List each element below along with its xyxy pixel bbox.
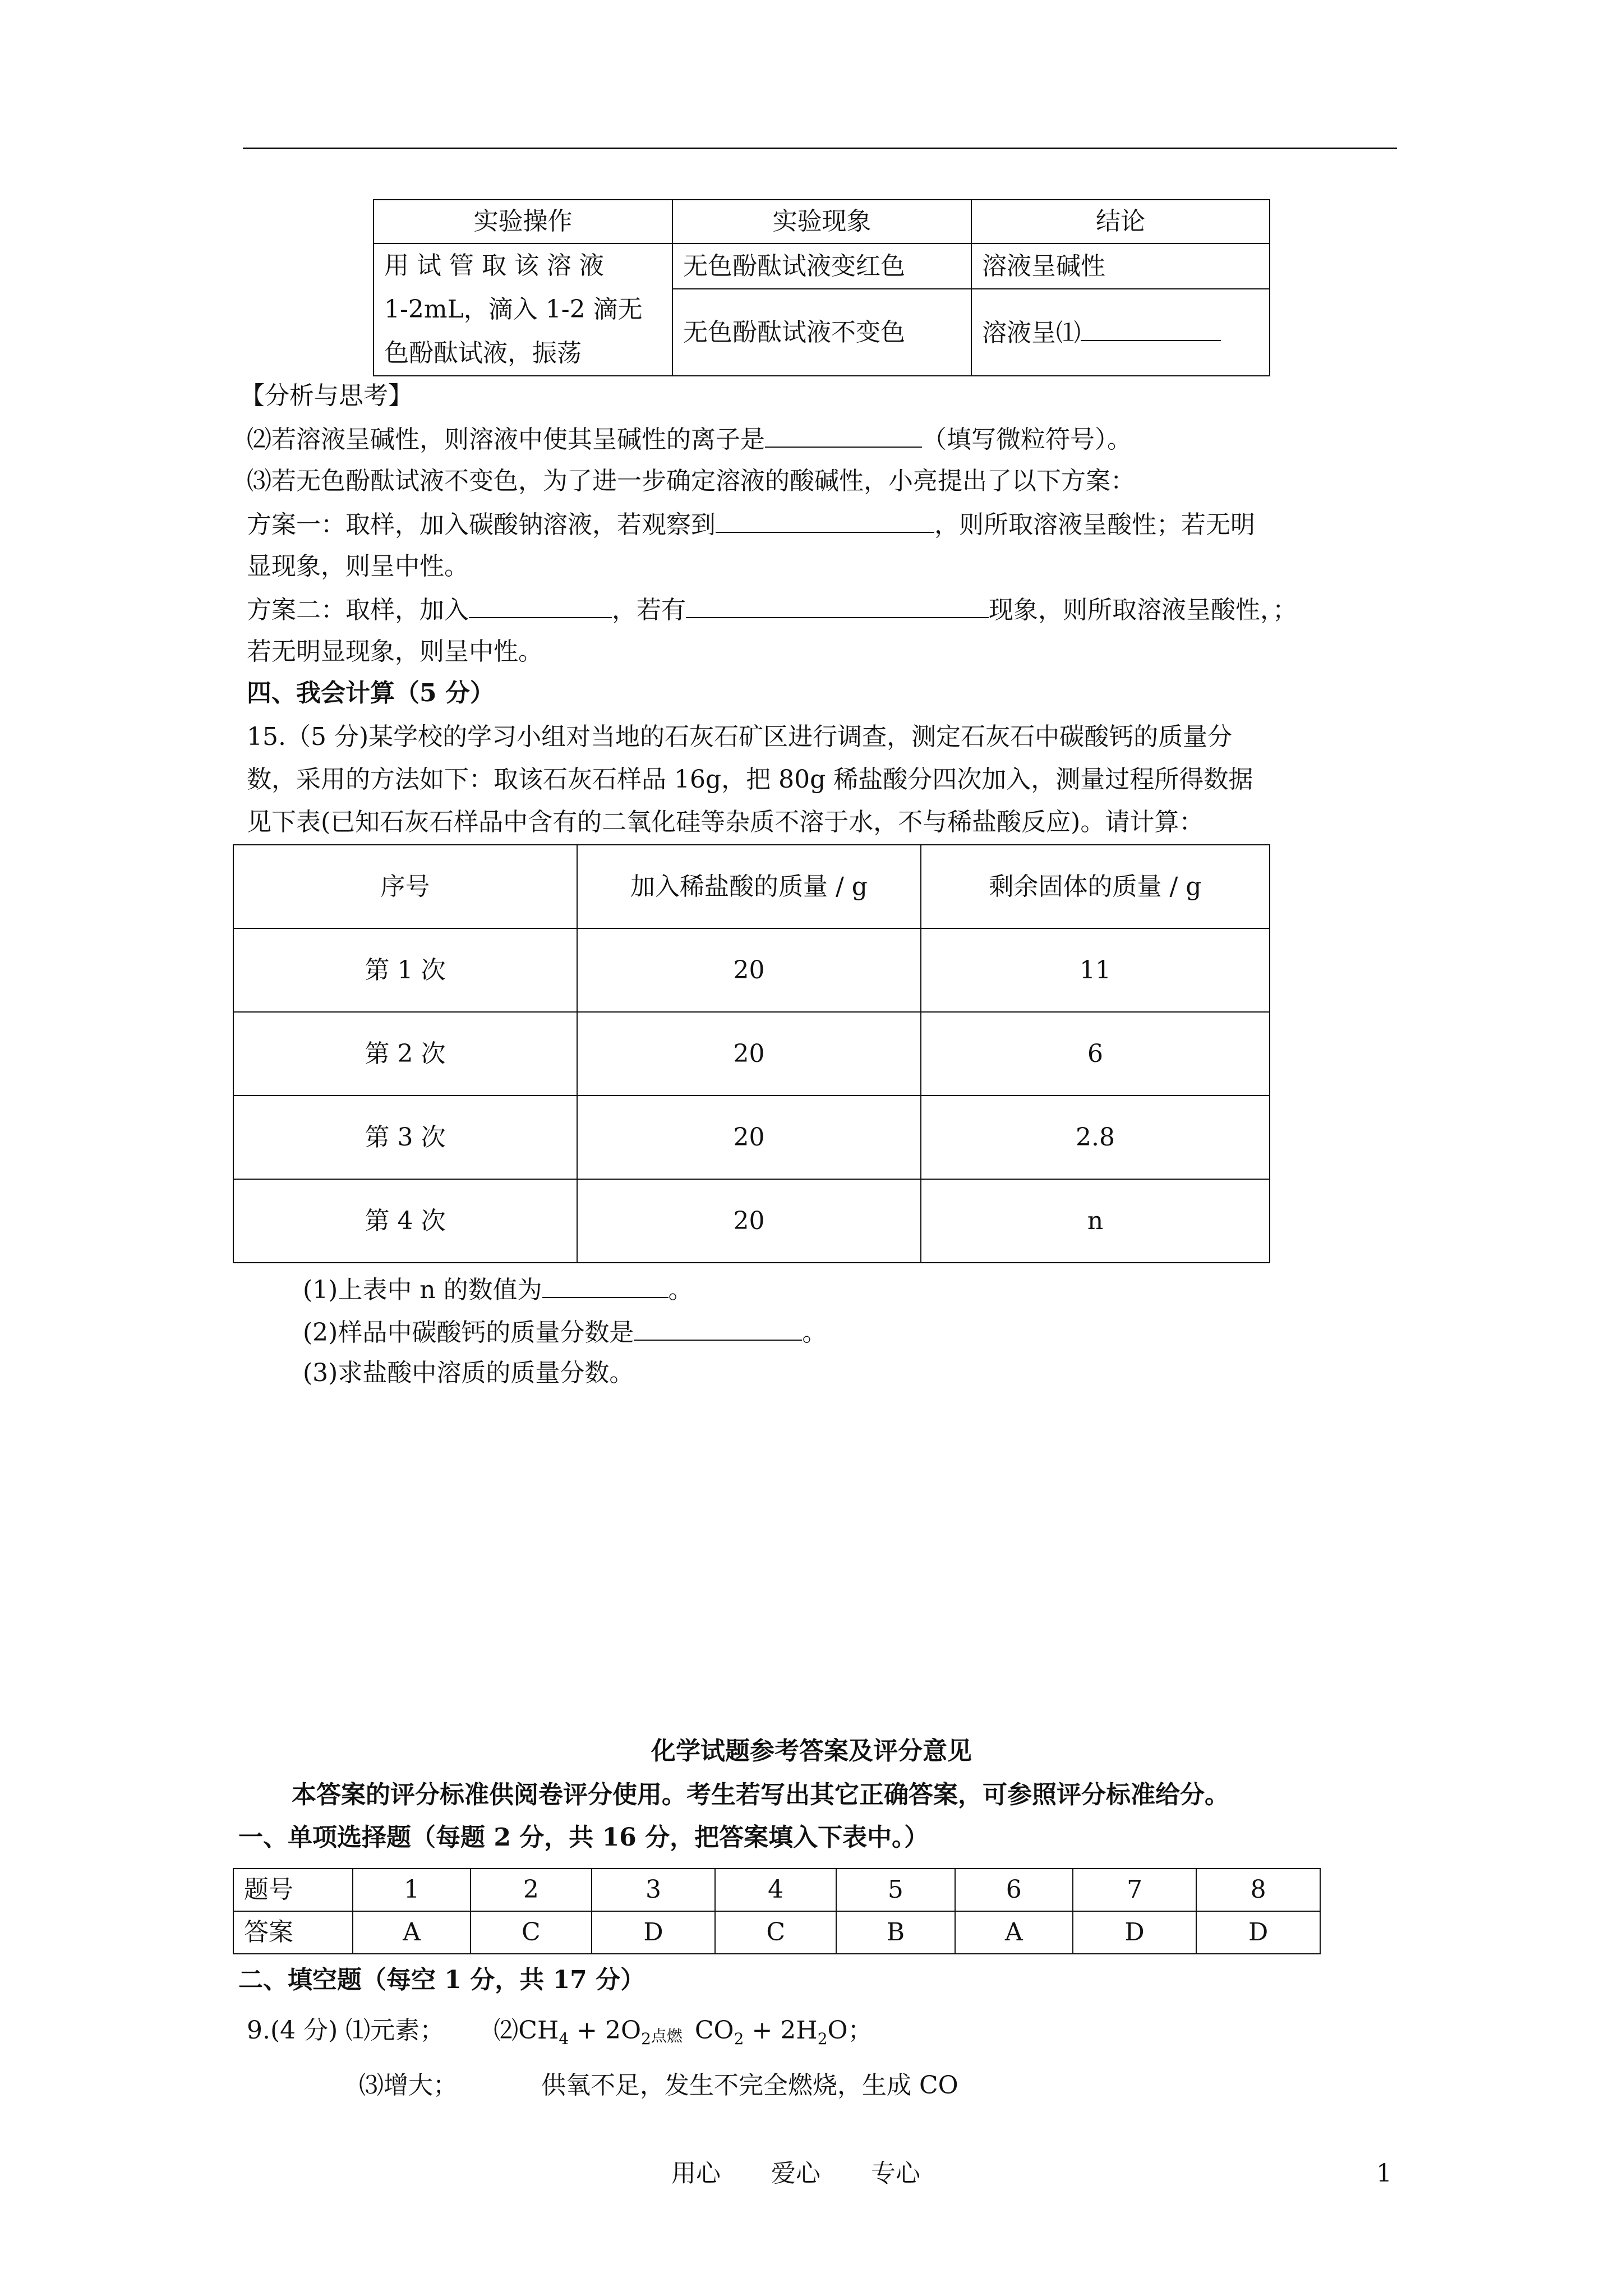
answer-number: 3 — [592, 1869, 716, 1911]
section4-para: 见下表(已知石灰石样品中含有的二氧化硅等杂质不溶于水，不与稀盐酸反应)。请计算： — [247, 808, 1204, 836]
operation-line: 色酚酞试液，振荡 — [384, 339, 582, 367]
equation-part: ⑵CH — [494, 2016, 559, 2045]
phenomenon-red: 无色酚酞试液变红色 — [672, 243, 971, 289]
calc-cell: 第 1 次 — [233, 928, 577, 1012]
section4-para: 15.（5 分)某学校的学习小组对当地的石灰石矿区进行调查，测定石灰石中碳酸钙的质量分 — [247, 723, 1233, 751]
plan2-text-end: 现象，则所取溶液呈酸性，； — [989, 596, 1297, 624]
answer-row-label: 答案 — [233, 1911, 353, 1954]
page-number: 1 — [1376, 2159, 1392, 2188]
calc-header-acid: 加入稀盐酸的质量 / g — [577, 845, 921, 928]
calc-header-solid: 剩余固体的质量 / g — [921, 845, 1270, 928]
calc-question-3: (3)求盐酸中溶质的质量分数。 — [303, 1359, 634, 1387]
plan2-line1 — [247, 592, 1297, 627]
calc-question-1 — [303, 1271, 693, 1307]
plan2-text: 方案二：取样，加入 — [247, 596, 469, 624]
plan1-text: 方案一：取样，加入碳酸钠溶液，若观察到 — [247, 510, 716, 539]
answer-number: 5 — [836, 1869, 955, 1911]
answer-blank-3 — [716, 507, 934, 533]
experiment-table — [373, 199, 1270, 376]
conclusion-blank — [971, 289, 1270, 376]
calc-cell: 2.8 — [921, 1096, 1270, 1179]
answer-blank-4 — [469, 592, 612, 618]
answers-section1: 一、单项选择题（每题 2 分，共 16 分，把答案填入下表中。） — [238, 1823, 929, 1852]
analysis-heading: 【分析与思考】 — [240, 381, 413, 410]
calc-header-index: 序号 — [233, 845, 577, 928]
calc-cell: 第 4 次 — [233, 1179, 577, 1263]
calc-q1-text: (1)上表中 n 的数值为 — [303, 1276, 542, 1304]
answer-number: 1 — [353, 1869, 471, 1911]
plan1-text-end: ，则所取溶液呈酸性；若无明 — [934, 510, 1255, 539]
equation-part: CO — [694, 2016, 734, 2045]
section4-para: 数，采用的方法如下：取该石灰石样品 16g，把 80g 稀盐酸分四次加入，测量过程所得数据 — [247, 765, 1253, 794]
operation-cell — [374, 243, 672, 376]
answer-9-line2b: 供氧不足，发生不完全燃烧，生成 CO — [541, 2071, 958, 2100]
answer-number: 6 — [955, 1869, 1073, 1911]
answer-letter: D — [592, 1911, 716, 1954]
calc-table — [233, 844, 1270, 1263]
conclusion-label: 溶液呈⑴ — [982, 319, 1081, 348]
plan2-text-mid: ，若有 — [612, 596, 686, 624]
calc-cell: 20 — [577, 1179, 921, 1263]
answer-blank-2 — [765, 422, 922, 448]
calc-cell: 20 — [577, 928, 921, 1012]
operation-line: 1-2mL，滴入 1-2 滴无 — [384, 295, 643, 324]
answer-number: 4 — [715, 1869, 836, 1911]
calc-cell: 第 3 次 — [233, 1096, 577, 1179]
footer-word: 专心 — [871, 2159, 920, 2188]
analysis-q3: ⑶若无色酚酞试液不变色，为了进一步确定溶液的酸碱性，小亮提出了以下方案： — [247, 467, 1135, 495]
answer-blank-1 — [1081, 315, 1221, 341]
header-operation: 实验操作 — [374, 200, 672, 243]
answer-key-table — [233, 1868, 1321, 1954]
answer-letter: B — [836, 1911, 955, 1954]
answer-row-label: 题号 — [233, 1869, 353, 1911]
answer-9-prefix: 9.(4 分) ⑴元素； — [247, 2016, 445, 2045]
calc-cell: 第 2 次 — [233, 1012, 577, 1096]
calc-cell: 6 — [921, 1012, 1270, 1096]
equation-part: + 2H — [744, 2016, 818, 2045]
answer-9-line1 — [247, 2014, 873, 2056]
answer-blank-5 — [686, 592, 989, 618]
section4-title: 四、我会计算（5 分） — [247, 679, 495, 707]
answers-section2: 二、填空题（每空 1 分，共 17 分） — [238, 1966, 645, 1994]
equation-subscript: 2 — [817, 2029, 828, 2048]
calc-cell: 20 — [577, 1096, 921, 1179]
answers-title: 化学试题参考答案及评分意见 — [651, 1737, 972, 1765]
ignite-label: 点燃 — [651, 2027, 683, 2045]
answers-note: 本答案的评分标准供阅卷评分使用。考生若写出其它正确答案，可参照评分标准给分。 — [292, 1780, 1229, 1809]
calc-question-2 — [303, 1314, 827, 1350]
calc-cell: n — [921, 1179, 1270, 1263]
answer-letter: C — [715, 1911, 836, 1954]
header-rule — [243, 148, 1397, 149]
analysis-q2 — [247, 422, 1132, 457]
footer-word: 爱心 — [771, 2159, 820, 2188]
answer-letter: D — [1073, 1911, 1197, 1954]
plan1-line1 — [247, 507, 1255, 542]
answer-letter: A — [955, 1911, 1073, 1954]
answer-letter: C — [471, 1911, 592, 1954]
answer-number: 2 — [471, 1869, 592, 1911]
answer-letter: A — [353, 1911, 471, 1954]
answer-number: 7 — [1073, 1869, 1197, 1911]
equation-part: + 2O — [569, 2016, 642, 2045]
plan2-line2: 若无明显现象，则呈中性。 — [247, 637, 543, 666]
answer-9-line2a: ⑶增大； — [359, 2071, 458, 2100]
calc-q2-text: (2)样品中碳酸钙的质量分数是 — [303, 1318, 634, 1347]
calc-q1-end: 。 — [668, 1276, 693, 1304]
plan1-line2: 显现象，则呈中性。 — [247, 552, 469, 581]
equation-part: O； — [827, 2016, 873, 2045]
calc-cell: 20 — [577, 1012, 921, 1096]
answer-letter: D — [1196, 1911, 1320, 1954]
header-conclusion: 结论 — [971, 200, 1270, 243]
answer-number: 8 — [1196, 1869, 1320, 1911]
answer-blank-6 — [542, 1271, 668, 1298]
equation-subscript: 2 — [641, 2029, 651, 2048]
calc-cell: 11 — [921, 928, 1270, 1012]
phenomenon-unchanged: 无色酚酞试液不变色 — [672, 289, 971, 376]
equation-subscript: 4 — [559, 2029, 569, 2048]
q2-text: ⑵若溶液呈碱性，则溶液中使其呈碱性的离子是 — [247, 425, 765, 454]
header-phenomenon: 实验现象 — [672, 200, 971, 243]
q2-text-end: （填写微粒符号）。 — [922, 425, 1132, 454]
conclusion-basic: 溶液呈碱性 — [971, 243, 1270, 289]
answer-blank-7 — [634, 1314, 802, 1341]
operation-line: 用 试 管 取 该 溶 液 — [384, 251, 604, 280]
footer-word: 用心 — [671, 2159, 721, 2188]
calc-q2-end: 。 — [802, 1318, 827, 1347]
equation-subscript: 2 — [734, 2029, 744, 2048]
